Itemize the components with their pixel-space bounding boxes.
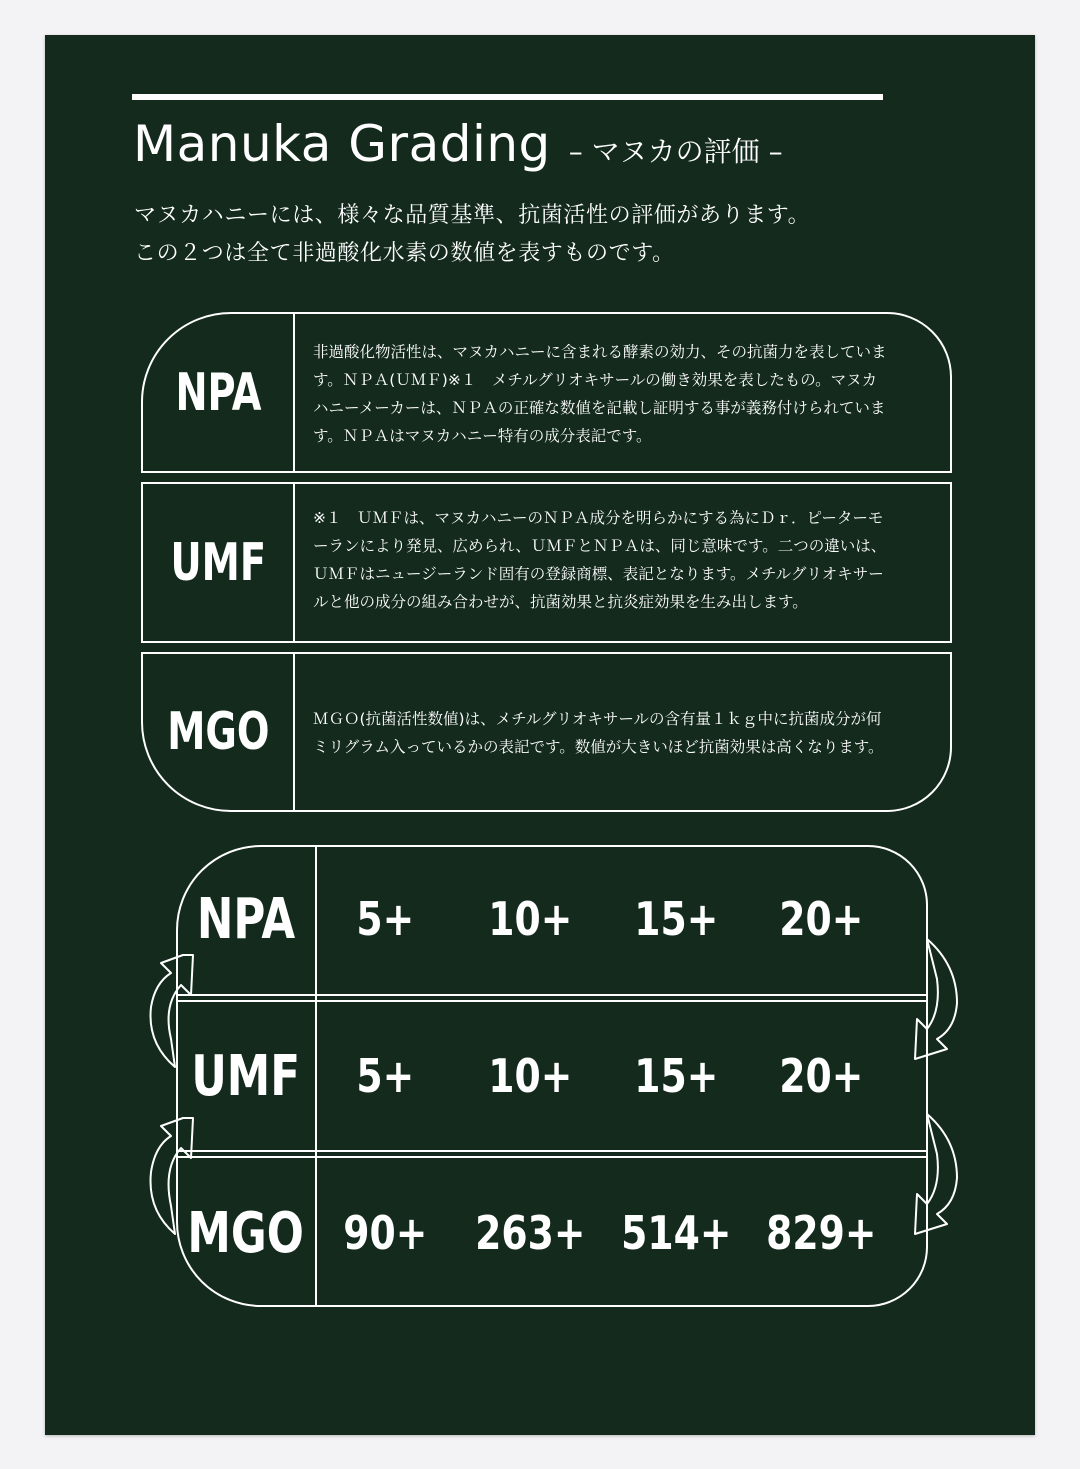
grade-value: 10+ xyxy=(488,892,573,946)
grade-value: 15+ xyxy=(634,1049,719,1103)
conversion-label: UMF xyxy=(191,1043,301,1109)
definition-row-umf xyxy=(141,482,952,643)
definition-text: ※１ ＵＭＦは、マヌカハニーのＮＰＡ成分を明らかにする為にＤｒ．ピーターモ ーランにより発見、広められ、ＵＭＦとＮＰＡは、同じ意味です。二つの違いは、 ＵＭＦはニュージーランド固有の登録商標、表記となります。メチルグリオキサー ルと他の成分の組み合わせが、抗菌効果と抗炎症効果を生み出します。 xyxy=(313,509,887,611)
definition-row-npa xyxy=(141,312,952,473)
conversion-label: MGO xyxy=(187,1200,305,1266)
definition-label: NPA xyxy=(143,314,295,471)
definition-label: MGO xyxy=(143,654,295,810)
grade-value: 5+ xyxy=(356,1049,415,1103)
grade-value: 514+ xyxy=(621,1206,732,1260)
swap-arrow-icon xyxy=(907,935,967,1065)
row-divider xyxy=(176,994,928,1002)
title-en: Manuka Grading xyxy=(133,115,551,173)
grade-value: 15+ xyxy=(634,892,719,946)
grading-panel xyxy=(45,35,1035,1435)
definition-row-mgo xyxy=(141,652,952,812)
grade-value: 263+ xyxy=(475,1206,586,1260)
grade-value: 829+ xyxy=(766,1206,877,1260)
definition-text: ＭＧＯ(抗菌活性数値)は、メチルグリオキサールの含有量１ｋｇ中に抗菌成分が何 ミリグラム入っているかの表記です。数値が大きいほど抗菌効果は高くなります。 xyxy=(313,710,884,756)
intro-line-1: マヌカハニーには、様々な品質基準、抗菌活性の評価があります。 xyxy=(134,203,811,228)
intro-text xyxy=(134,197,810,273)
swap-arrow-icon xyxy=(907,1110,967,1240)
grade-value: 20+ xyxy=(779,892,864,946)
row-divider xyxy=(176,1150,928,1158)
grade-value: 5+ xyxy=(356,892,415,946)
conversion-table xyxy=(176,845,928,1307)
swap-arrow-icon xyxy=(141,947,201,1077)
conversion-row-mgo xyxy=(176,1159,928,1307)
definition-table xyxy=(141,312,954,811)
definition-text: 非過酸化物活性は、マヌカハニーに含まれる酵素の効力、その抗菌力を表していま す。ＮＰＡ(ＵＭＦ)※１ メチルグリオキサールの働き効果を表したもの。マヌカ ハニーメーカーは、ＮＰＡの正確な数値を記載し証明する事が義務付けられていま す。ＮＰＡはマヌカハニー特有の成分表記です。 xyxy=(313,343,887,445)
grade-value: 90+ xyxy=(343,1206,428,1260)
swap-arrow-icon xyxy=(141,1110,201,1245)
top-rule xyxy=(132,94,883,100)
grade-value: 20+ xyxy=(779,1049,864,1103)
page-title xyxy=(133,115,783,173)
conversion-row-umf xyxy=(176,1003,928,1149)
definition-label: UMF xyxy=(143,484,295,641)
grade-value: 10+ xyxy=(488,1049,573,1103)
title-ja: – マヌカの評価 – xyxy=(568,135,783,168)
conversion-row-npa xyxy=(176,845,928,993)
intro-line-2: この２つは全て非過酸化水素の数値を表すものです。 xyxy=(134,241,675,266)
conversion-label: NPA xyxy=(196,886,296,952)
